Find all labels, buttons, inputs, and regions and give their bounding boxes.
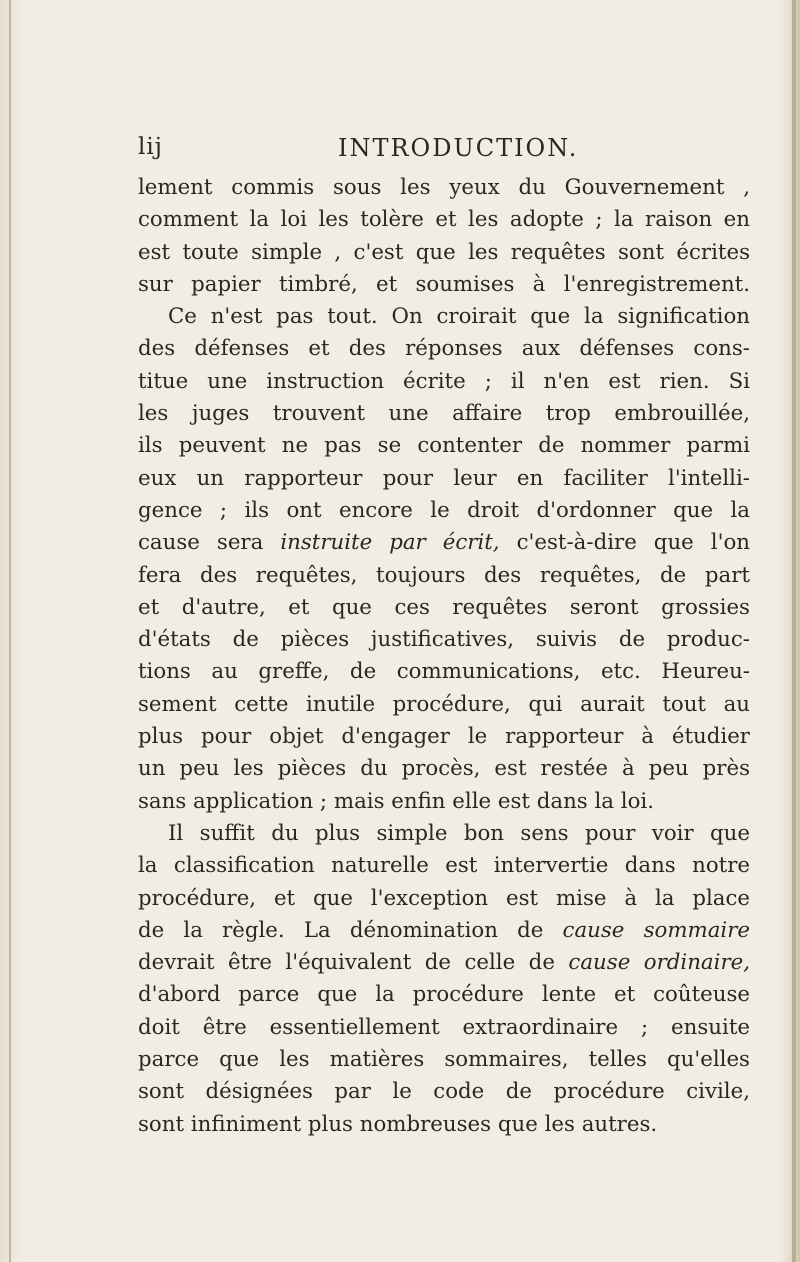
text-line: sont infiniment plus nombreuses que les autres.	[138, 1111, 658, 1137]
text-line: sont désignées par le code de procédure civile,	[138, 1079, 750, 1105]
text-line: doit être essentiellement extraordinaire ; ensuite	[138, 1014, 750, 1040]
text-line: d'abord parce que la procédure lente et coûteuse	[138, 982, 750, 1008]
text-line: Il suffit du plus simple bon sens pour voir que	[168, 820, 750, 846]
text-line: comment la loi les tolère et les adopte ; la raison en	[138, 207, 750, 233]
page-header	[138, 134, 738, 170]
binding-line	[9, 0, 11, 1262]
text-line: procédure, et que l'exception est mise à la place	[138, 885, 750, 911]
text-line	[138, 527, 750, 559]
text-segment: c'est-à-dire que l'on	[516, 530, 750, 556]
page-right-shadow	[792, 0, 796, 1262]
italic-phrase: cause sommaire	[562, 917, 751, 943]
text-line: ils peuvent ne pas se contenter de nommer parmi	[138, 433, 750, 459]
text-line: sans application ; mais enfin elle est dans la loi.	[138, 788, 654, 814]
text-line: Ce n'est pas tout. On croirait que la signification	[168, 304, 750, 330]
text-line: fera des requêtes, toujours des requêtes, de part	[138, 562, 750, 588]
text-line: sement cette inutile procédure, qui aurait tout au	[138, 691, 750, 717]
text-line: sur papier timbré, et soumises à l'enregistrement.	[138, 271, 750, 297]
page-number: lij	[138, 134, 163, 160]
text-line	[138, 947, 750, 979]
text-line: est toute simple , c'est que les requêtes sont écrites	[138, 239, 750, 265]
page-right-edge	[778, 0, 800, 1262]
text-line: d'états de pièces justificatives, suivis de produc-	[138, 627, 750, 653]
text-segment: de la règle. La dénomination de	[138, 917, 544, 943]
text-line: parce que les matières sommaires, telles qu'elles	[138, 1047, 750, 1073]
running-title: INTRODUCTION.	[338, 134, 579, 162]
text-line: des défenses et des réponses aux défenses cons-	[138, 336, 750, 362]
text-segment: devrait être l'équivalent de celle de	[138, 950, 555, 976]
text-line: tions au greffe, de communications, etc. Heureu-	[138, 659, 750, 685]
text-line: la classification naturelle est intervertie dans notre	[138, 853, 750, 879]
text-segment: cause sera	[138, 530, 264, 556]
text-line: plus pour objet d'engager le rapporteur à étudier	[138, 724, 750, 750]
text-line: lement commis sous les yeux du Gouvernement ,	[138, 175, 750, 200]
text-line: gence ; ils ont encore le droit d'ordonner que la	[138, 497, 750, 523]
text-line: titue une instruction écrite ; il n'en est rien. Si	[138, 368, 750, 394]
text-line: un peu les pièces du procès, est restée à peu près	[138, 756, 750, 782]
text-line: les juges trouvent une affaire trop embrouillée,	[138, 401, 750, 427]
text-line	[138, 915, 750, 947]
italic-phrase: instruite par écrit,	[280, 530, 500, 556]
text-line: et d'autre, et que ces requêtes seront grossies	[138, 594, 750, 620]
text-line: eux un rapporteur pour leur en faciliter l'intelli-	[138, 465, 750, 491]
body-text	[138, 172, 750, 1141]
page-left-edge	[0, 0, 26, 1262]
italic-phrase: cause ordinaire,	[568, 950, 750, 976]
